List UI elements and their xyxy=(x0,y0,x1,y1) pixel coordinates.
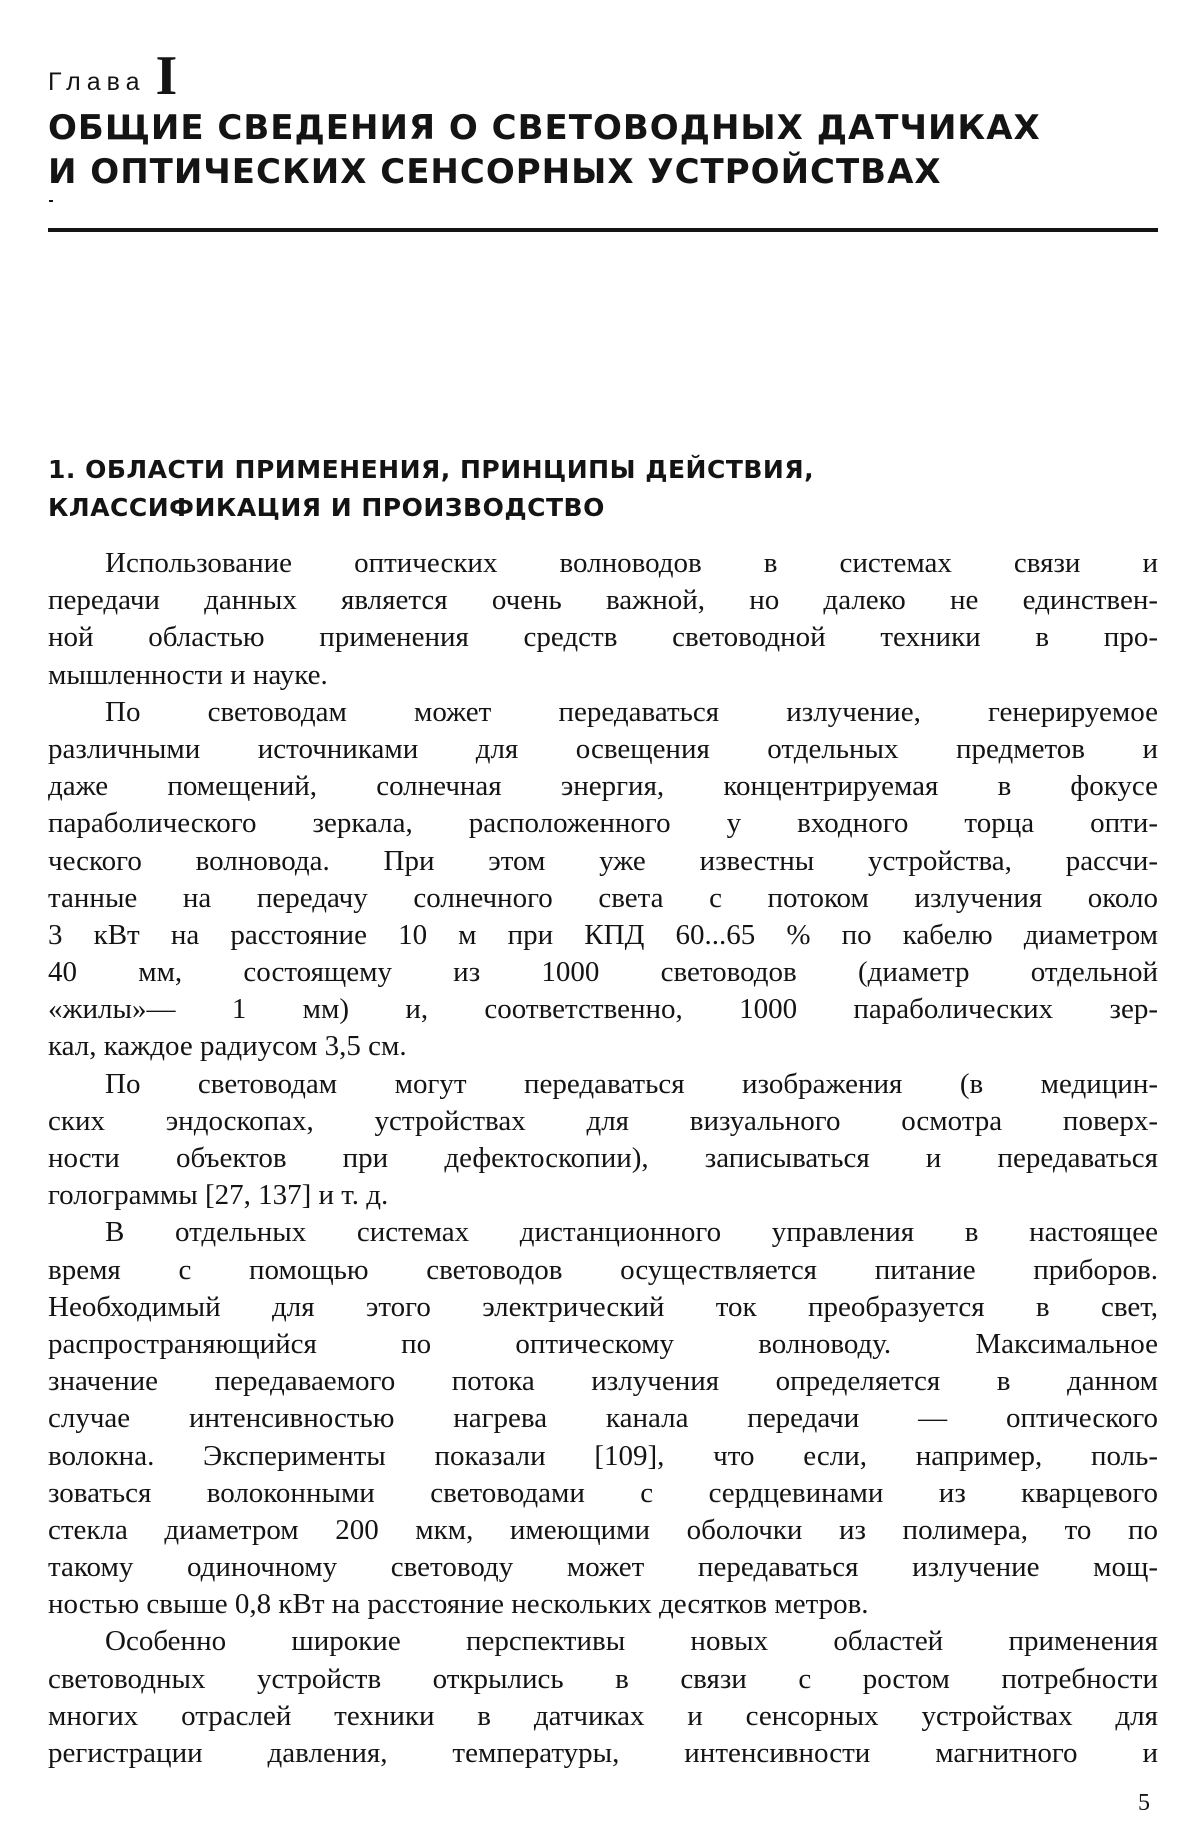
text-line: кал, каждое радиусом 3,5 см. xyxy=(48,1030,407,1063)
stray-mark xyxy=(49,200,53,202)
text-line: 3 кВт на расстояние 10 м при КПД 60...65 % по кабелю диаметром xyxy=(48,918,1158,951)
text-line: ских эндоскопах, устройствах для визуального осмотра поверх- xyxy=(48,1104,1158,1137)
text-line: В отдельных системах дистанционного управления в настоящее xyxy=(105,1216,1158,1249)
text-line: распространяющийся по оптическому волноводу. Максимальное xyxy=(48,1327,1158,1360)
text-line: «жилы»— 1 мм) и, соответственно, 1000 параболических зер- xyxy=(48,993,1158,1026)
text-line: зоваться волоконными световодами с сердцевинами из кварцевого xyxy=(48,1476,1158,1509)
chapter-label: Глава xyxy=(48,68,146,96)
chapter-number: I xyxy=(155,45,178,107)
text-line: Особенно широкие перспективы новых областей применения xyxy=(105,1625,1158,1658)
text-line: такому одиночному световоду может передаваться излучение мощ- xyxy=(48,1551,1158,1584)
text-line: 40 мм, состоящему из 1000 световодов (диаметр отдельной xyxy=(48,956,1158,989)
text-line: световодных устройств открылись в связи с ростом потребности xyxy=(48,1662,1158,1695)
text-line: многих отраслей техники в датчиках и сенсорных устройствах для xyxy=(48,1699,1158,1732)
text-line: ческого волновода. При этом уже известны устройства, рассчи- xyxy=(48,844,1158,877)
paragraph xyxy=(48,1066,1158,1215)
text-line: танные на передачу солнечного света с потоком излучения около xyxy=(48,881,1158,914)
chapter-title-line: ОБЩИЕ СВЕДЕНИЯ О СВЕТОВОДНЫХ ДАТЧИКАХ xyxy=(48,108,1041,148)
text-line: регистрации давления, температуры, интенсивности магнитного и xyxy=(48,1737,1158,1769)
text-line: время с помощью световодов осуществляется питание приборов. xyxy=(48,1253,1158,1286)
paragraph xyxy=(48,1214,1158,1623)
section-title xyxy=(48,451,1158,527)
text-line: По световодам могут передаваться изображения (в медицин- xyxy=(105,1067,1158,1100)
text-line: параболического зеркала, расположенного у входного торца опти- xyxy=(48,807,1158,840)
paragraph xyxy=(48,1623,1158,1772)
section-title-line: 1. ОБЛАСТИ ПРИМЕНЕНИЯ, ПРИНЦИПЫ ДЕЙСТВИЯ, xyxy=(48,455,815,484)
text-line: даже помещений, солнечная энергия, концентрируемая в фокусе xyxy=(48,770,1158,803)
text-line: Необходимый для этого электрический ток преобразуется в свет, xyxy=(48,1290,1158,1323)
text-line: ности объектов при дефектоскопии), записываться и передаваться xyxy=(48,1142,1158,1174)
text-line: По световодам может передаваться излучение, генерируемое xyxy=(105,695,1158,728)
chapter-title xyxy=(48,106,1158,194)
text-line: значение передаваемого потока излучения определяется в данном xyxy=(48,1365,1158,1398)
text-line: волокна. Эксперименты показали [109], что если, например, поль- xyxy=(48,1439,1158,1472)
paragraph xyxy=(48,694,1158,1066)
text-line: мышленности и науке. xyxy=(48,658,328,691)
text-line: ностью свыше 0,8 кВт на расстояние нескольких десятков метров. xyxy=(48,1588,869,1621)
chapter-title-line: И ОПТИЧЕСКИХ СЕНСОРНЫХ УСТРОЙСТВАХ xyxy=(48,152,942,192)
text-line: Использование оптических волноводов в системах связи и xyxy=(105,547,1158,579)
page-number: 5 xyxy=(1138,1790,1150,1816)
text-line: голограммы [27, 137] и т. д. xyxy=(48,1179,389,1212)
text-line: случае интенсивностью нагрева канала передачи — оптического xyxy=(48,1402,1158,1435)
paragraph xyxy=(48,545,1158,694)
text-line: ной областью применения средств световодной техники в про- xyxy=(48,621,1158,654)
section-title-line: КЛАССИФИКАЦИЯ И ПРОИЗВОДСТВО xyxy=(48,493,605,522)
chapter-heading xyxy=(48,44,177,108)
body-text xyxy=(48,545,1158,1772)
text-line: передачи данных является очень важной, но далеко не единствен- xyxy=(48,584,1158,617)
chapter-divider xyxy=(48,228,1158,232)
text-line: различными источниками для освещения отдельных предметов и xyxy=(48,732,1158,765)
text-line: стекла диаметром 200 мкм, имеющими оболочки из полимера, то по xyxy=(48,1513,1158,1546)
